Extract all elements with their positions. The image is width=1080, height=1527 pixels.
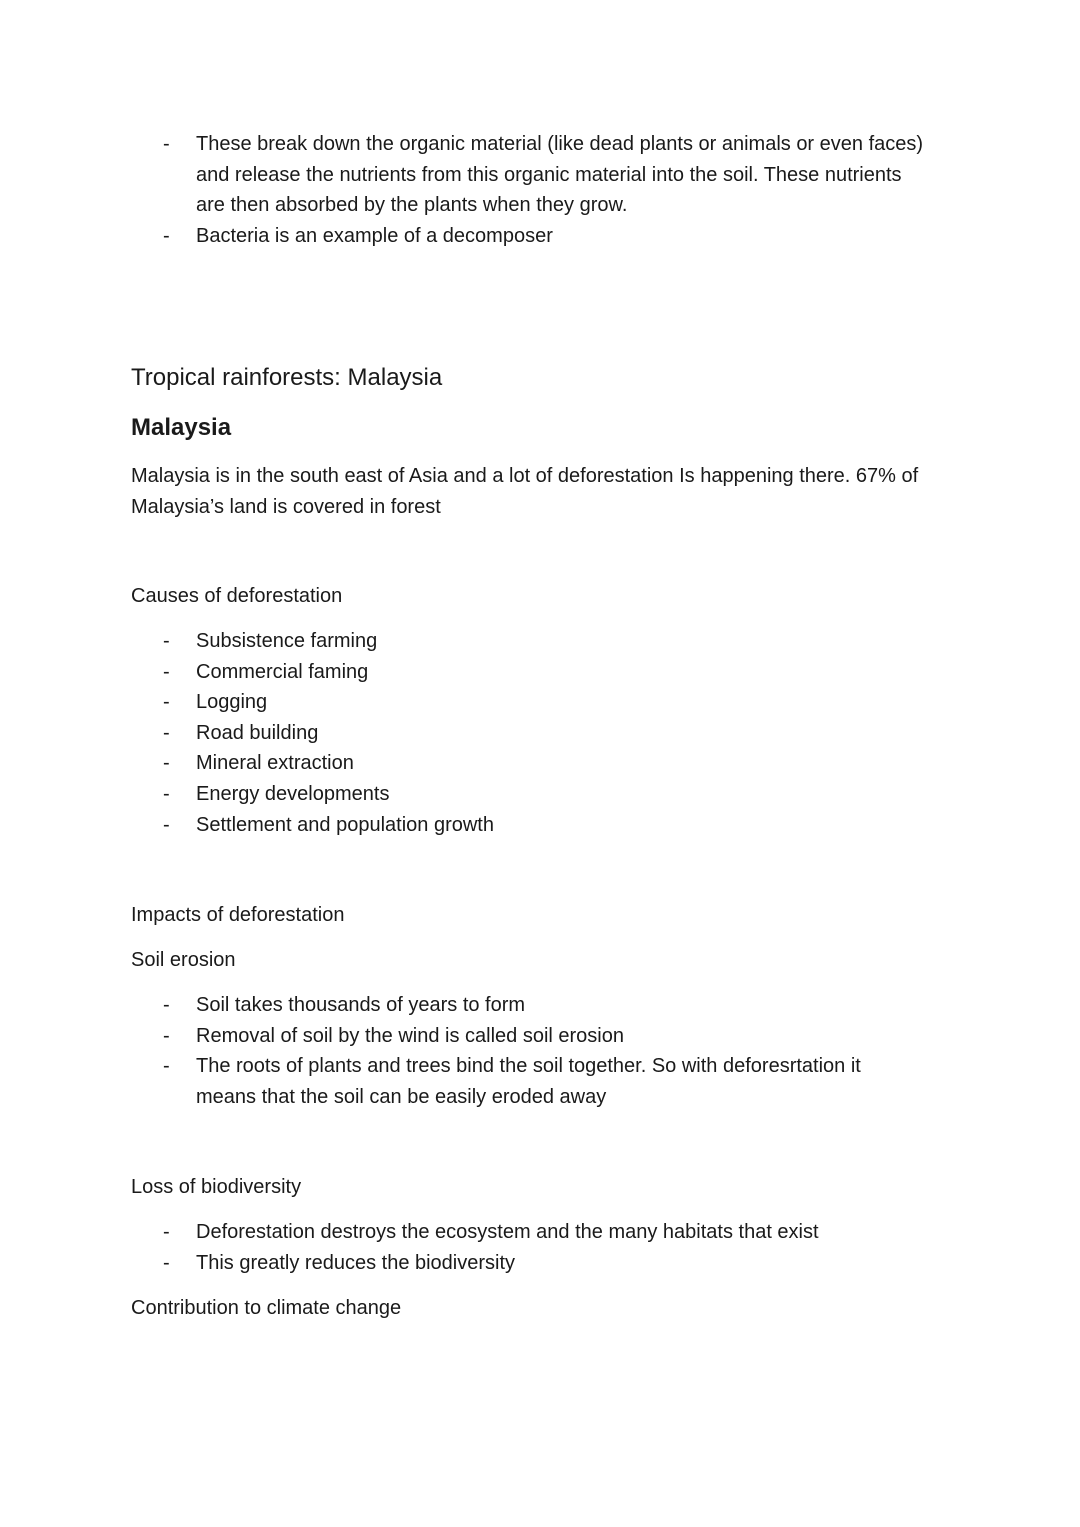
list-item	[131, 626, 960, 657]
biodiversity-list	[131, 1217, 960, 1278]
section-title: Tropical rainforests: Malaysia	[131, 364, 443, 391]
bullet-dash: -	[163, 994, 170, 1016]
causes-heading-block	[131, 581, 960, 612]
list-item	[131, 1021, 920, 1052]
list-item-text: Road building	[196, 721, 319, 744]
list-item-text: Commercial faming	[196, 660, 369, 683]
heading-block	[131, 413, 960, 443]
list-item-text: The roots of plants and trees bind the soil together. So with deforesrtation it means that the soil can be easily eroded away	[196, 1055, 861, 1108]
bullet-dash: -	[163, 660, 170, 683]
bullet-dash: -	[163, 813, 170, 836]
list-item-text: Energy developments	[196, 782, 390, 805]
decomposer-bullet-list	[131, 129, 930, 251]
causes-heading: Causes of deforestation	[131, 585, 343, 607]
impacts-heading-block	[131, 900, 960, 931]
list-item	[131, 810, 960, 841]
list-item	[131, 748, 960, 779]
biodiversity-heading-block	[131, 1172, 960, 1203]
bullet-dash: -	[163, 721, 170, 744]
list-item-text: These break down the organic material (like dead plants or animals or even faces) and release the nutrients from this organic material into the soil. These nutrients are then absorbed by the plants when they grow.	[196, 133, 924, 217]
list-item	[131, 718, 960, 749]
climate-change-heading: Contribution to climate change	[131, 1297, 402, 1319]
bullet-dash: -	[163, 1251, 170, 1274]
biodiversity-list-block	[131, 1217, 960, 1278]
list-item	[131, 657, 960, 688]
bullet-dash: -	[163, 224, 170, 247]
list-item	[131, 221, 930, 252]
section-title-block	[131, 363, 960, 393]
list-item-text: Mineral extraction	[196, 752, 354, 775]
list-item-text: Soil takes thousands of years to form	[196, 994, 526, 1016]
list-item-text: Deforestation destroys the ecosystem and the many habitats that exist	[196, 1221, 819, 1243]
bullet-dash: -	[163, 691, 170, 714]
bullet-dash: -	[163, 630, 170, 652]
decomposer-bullets-block	[131, 129, 930, 251]
bullet-dash: -	[163, 133, 170, 155]
soil-erosion-heading-block	[131, 945, 960, 976]
list-item	[131, 1248, 960, 1279]
intro-paragraph: Malaysia is in the south east of Asia and a lot of deforestation Is happening there. 67% of Malaysia’s land is covered in forest	[131, 465, 919, 518]
list-item	[131, 687, 960, 718]
soil-erosion-list	[131, 990, 920, 1112]
list-item	[131, 1217, 960, 1248]
bullet-dash: -	[163, 1221, 170, 1243]
list-item	[131, 1051, 920, 1112]
list-item	[131, 779, 960, 810]
causes-list-block	[131, 626, 960, 840]
list-item	[131, 990, 920, 1021]
climate-change-heading-block	[131, 1293, 960, 1324]
causes-list	[131, 626, 960, 840]
list-item-text: Removal of soil by the wind is called soil erosion	[196, 1024, 624, 1047]
bullet-dash: -	[163, 752, 170, 775]
biodiversity-heading: Loss of biodiversity	[131, 1176, 302, 1198]
list-item	[131, 129, 930, 221]
list-item-text: This greatly reduces the biodiversity	[196, 1251, 516, 1274]
soil-erosion-heading: Soil erosion	[131, 949, 236, 971]
list-item-text: Bacteria is an example of a decomposer	[196, 224, 553, 247]
intro-paragraph-block	[131, 461, 940, 522]
impacts-heading: Impacts of deforestation	[131, 904, 345, 926]
list-item-text: Logging	[196, 691, 268, 714]
soil-erosion-list-block	[131, 990, 920, 1112]
page-heading: Malaysia	[131, 414, 232, 441]
bullet-dash: -	[163, 1055, 170, 1078]
bullet-dash: -	[163, 782, 170, 805]
list-item-text: Settlement and population growth	[196, 813, 494, 836]
bullet-dash: -	[163, 1024, 170, 1047]
list-item-text: Subsistence farming	[196, 630, 378, 652]
